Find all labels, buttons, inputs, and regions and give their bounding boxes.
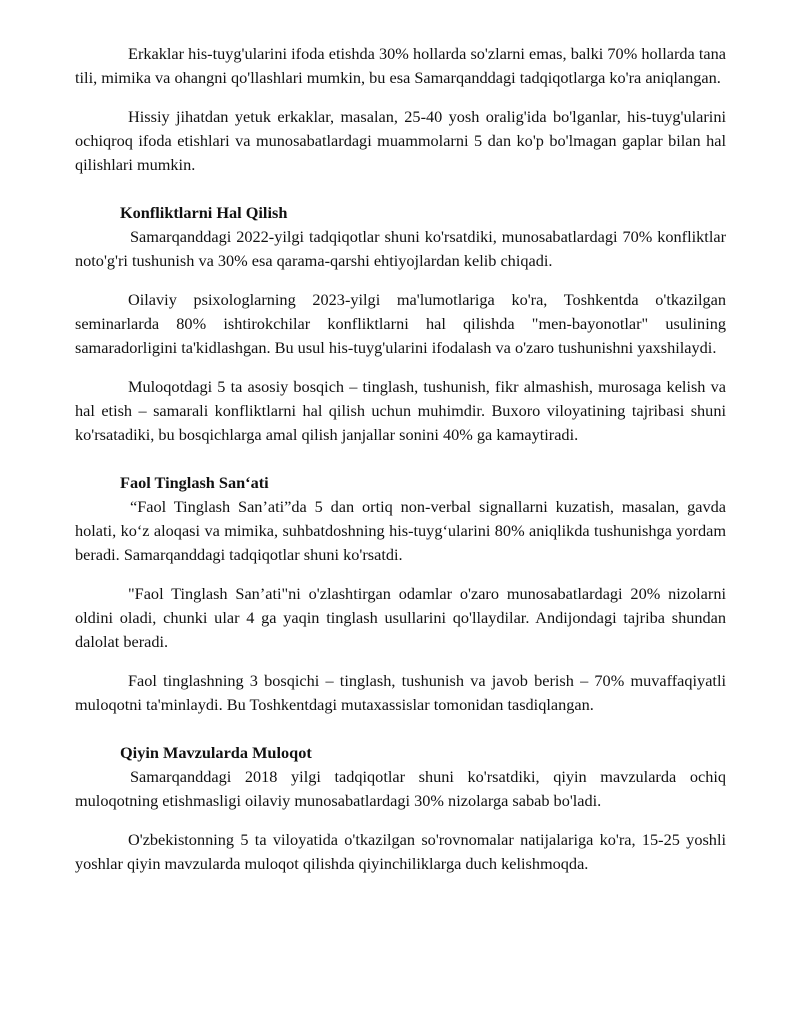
section-1-paragraph-3: Muloqotdagi 5 ta asosiy bosqich – tinglash, tushunish, fikr almashish, murosaga kelish va hal etish – samarali konfliktlarni hal qilish uchun muhimdir. Buxoro viloyatining tajribasi shuni ko'rsatadiki, bu bosqichlarga amal qilish janjallar sonini 40% ga kamaytiradi.: [75, 377, 726, 444]
section-heading-difficult-topics: Qiyin Mavzularda Muloqot: [120, 743, 312, 762]
section-2-paragraph-1: “Faol Tinglash San’ati”da 5 dan ortiq non-verbal signallarni kuzatish, masalan, gavda holati, koʻz aloqasi va mimika, suhbatdoshning his-tuygʻularini 80% aniqlikda tushunishga yordam beradi. Samarqanddagi tadqiqotlar shuni ko'rsatdi.: [75, 497, 726, 564]
section-3-paragraph-2: O'zbekistonning 5 ta viloyatida o'tkazilgan so'rovnomalar natijalariga ko'ra, 15-25 yoshli yoshlar qiyin mavzularda muloqot qilishda qiyinchiliklarga duch kelishmoqda.: [75, 830, 726, 873]
section-heading-active-listening: Faol Tinglash Sanʻati: [120, 473, 269, 492]
section-2-paragraph-3: Faol tinglashning 3 bosqichi – tinglash, tushunish va javob berish – 70% muvaffaqiyatli muloqotni ta'minlaydi. Bu Toshkentdagi mutaxassislar tomonidan tasdiqlangan.: [75, 671, 726, 714]
intro-paragraph-1: Erkaklar his-tuyg'ularini ifoda etishda 30% hollarda so'zlarni emas, balki 70% hollarda tana tili, mimika va ohangni qo'llashlari mumkin, bu esa Samarqanddagi tadqiqotlarga ko'ra aniqlangan.: [75, 44, 726, 87]
intro-paragraph-2: Hissiy jihatdan yetuk erkaklar, masalan, 25-40 yosh oralig'ida bo'lganlar, his-tuyg'ularini ochiqroq ifoda etishlari va munosabatlardagi muammolarni 5 dan ko'p bo'lmagan gaplar bilan hal qilishlari mumkin.: [75, 107, 726, 174]
section-1-paragraph-2: Oilaviy psixologlarning 2023-yilgi ma'lumotlariga ko'ra, Toshkentda o'tkazilgan seminarlarda 80% ishtirokchilar konfliktlarni hal qilishda "men-bayonotlar" usulining samaradorligini ta'kidlashgan. Bu usul his-tuyg'ularini ifodalash va o'zaro tushunishni yaxshilaydi.: [75, 290, 726, 357]
document-page: [75, 42, 726, 876]
section-1-paragraph-1: Samarqanddagi 2022-yilgi tadqiqotlar shuni ko'rsatdiki, munosabatlardagi 70% konfliktlar noto'g'ri tushunish va 30% esa qarama-qarshi ehtiyojlardan kelib chiqadi.: [75, 227, 726, 270]
section-2-paragraph-2: "Faol Tinglash San’ati"ni o'zlashtirgan odamlar o'zaro munosabatlardagi 20% nizolarni oldini oladi, chunki ular 4 ga yaqin tinglash usullarini qo'llaydilar. Andijondagi tajriba shundan dalolat beradi.: [75, 584, 726, 651]
section-heading-conflicts: Konfliktlarni Hal Qilish: [120, 203, 288, 222]
section-3-paragraph-1: Samarqanddagi 2018 yilgi tadqiqotlar shuni ko'rsatdiki, qiyin mavzularda ochiq muloqotning etishmasligi oilaviy munosabatlardagi 30% nizolarga sabab bo'ladi.: [75, 767, 726, 810]
